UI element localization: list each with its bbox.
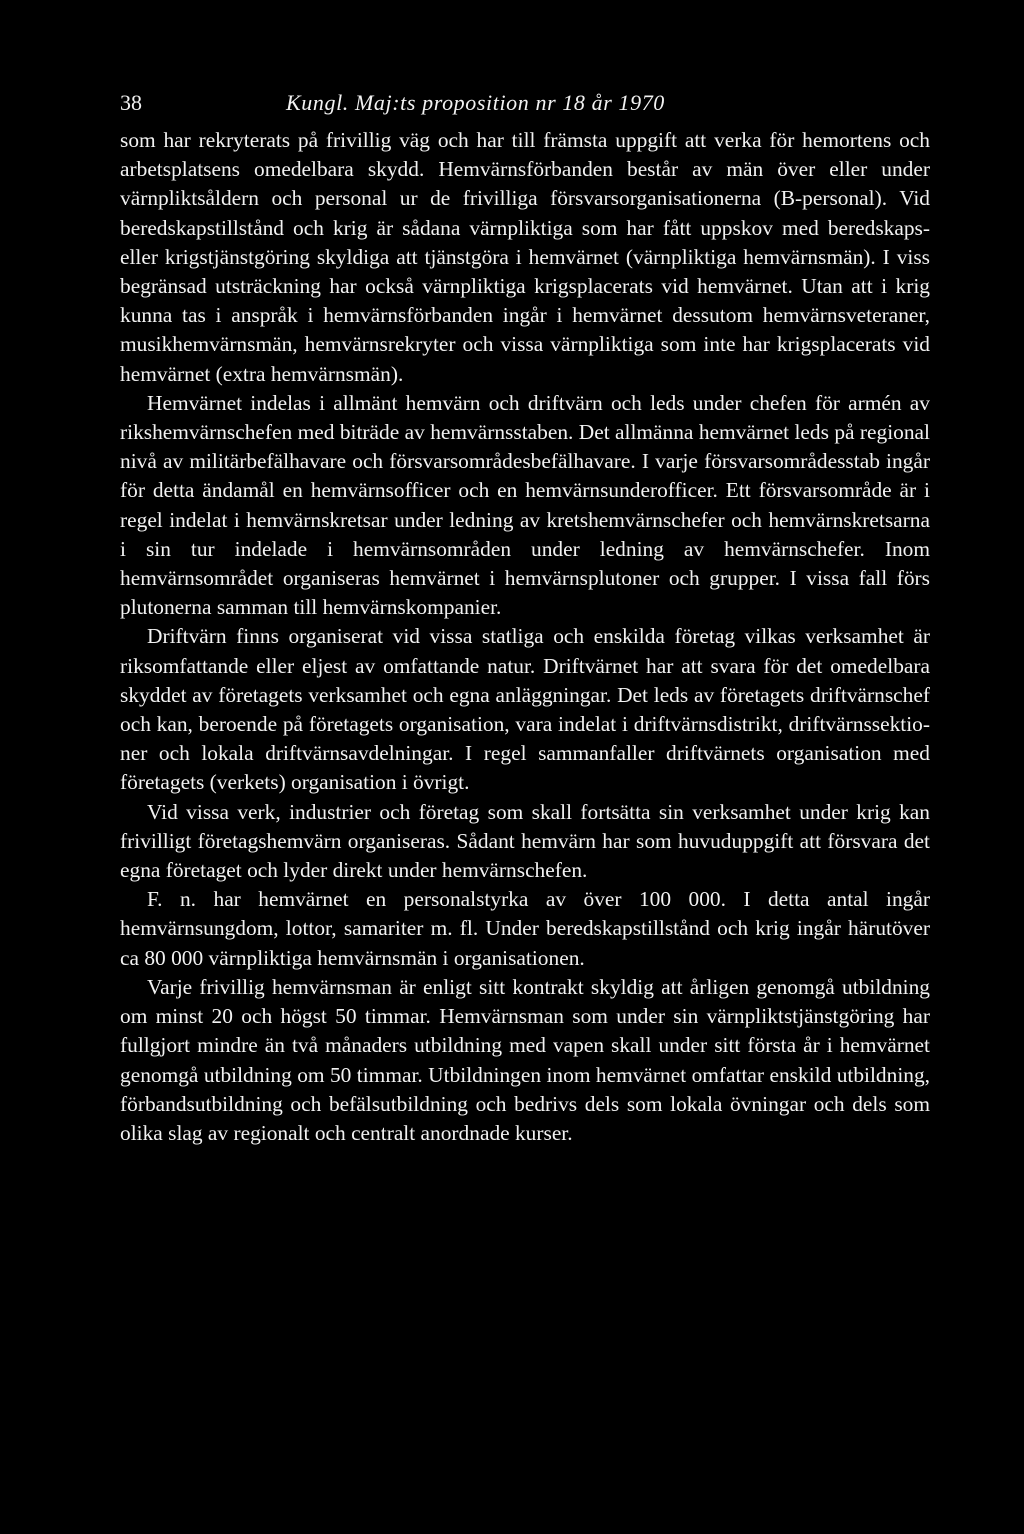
running-title: Kungl. Maj:ts proposition nr 18 år 1970	[286, 90, 665, 115]
page-header	[120, 86, 930, 126]
body-text	[120, 126, 930, 1148]
document-page	[120, 86, 930, 1148]
paragraph: Driftvärn finns organiserat vid vissa statliga och enskilda företag vilkas verksamhet är riksomfattande eller eljest av omfattande natur. Driftvärnet har att svara för det omedelbara skyddet av företagets verksamhet och egna anläggningar. Det leds av företagets driftvärnschef och kan, beroende på företagets organisation, vara indelat i driftvärnsdistrikt, driftvärnssektioner och lokala driftvärnsavdelningar. I regel sammanfaller driftvärnets organisation med företagets (verkets) organisation i övrigt.	[120, 624, 930, 795]
paragraph: Varje frivillig hemvärnsman är enligt sitt kontrakt skyldig att årligen genomgå utbildning om minst 20 och högst 50 timmar. Hemvärnsman som under sin värnpliktstjänstgöring har fullgjort mindre än två månaders utbildning med vapen skall under sitt första år i hemvärnet genomgå utbildning om 50 timmar. Utbildningen inom hemvärnet omfattar enskild utbildning, förbandsutbildning och befälsutbildning och bedrivs dels som lokala övningar och dels som olika slag av regionalt och centralt anordnade kurser.	[120, 974, 930, 1145]
paragraph: Vid vissa verk, industrier och företag som skall fortsätta sin verksamhet under krig kan frivilligt företagshemvärn organiseras. Sådant hemvärn har som huvuduppgift att försvara det egna företaget och lyder direkt under hemvärnschefen.	[120, 799, 930, 883]
paragraph: som har rekryterats på frivillig väg och har till främsta uppgift att verka för hemortens och arbetsplatsens omedelbara skydd. Hemvärnsförbanden består av män över eller under värnpliktsåldern och personal ur de frivilliga försvarsorganisationerna (B-personal). Vid beredskapstillstånd och krig är sådana värnpliktiga som har fått uppskov med beredskaps- eller krigstjänstgöring skyldiga att tjänstgöra i hemvärnet (värnpliktiga hemvärnsmän). I viss begränsad utsträckning har också värnpliktiga krigsplacerats vid hemvärnet. Utan att i krig kunna tas i anspråk i hemvärnsförbanden ingår i hemvärnet dessutom hemvärnsveteraner, musikhemvärnsmän, hemvärnsrekryter och vissa värnpliktiga som inte har krigsplacerats vid hemvärnet (extra hemvärnsmän).	[120, 128, 930, 386]
page-number: 38	[120, 90, 142, 115]
paragraph: F. n. har hemvärnet en personalstyrka av över 100 000. I detta antal ingår hemvärnsungdom, lottor, samariter m. fl. Under beredskapstillstånd och krig ingår härutöver ca 80 000 värnpliktiga hemvärnsmän i organisationen.	[120, 887, 930, 970]
paragraph: Hemvärnet indelas i allmänt hemvärn och driftvärn och leds under chefen för armén av rikshemvärnschefen med biträde av hemvärnsstaben. Det allmänna hemvärnet leds på regional nivå av militärbefälhavare och försvarsområdesbefälhavare. I varje försvarsområdesstab ingår för detta ändamål en hemvärnsofficer och en hemvärnsunderofficer. Ett försvarsområde är i regel indelat i hemvärnskretsar under ledning av kretshemvärnschefer och hemvärnskretsarna i sin tur indelade i hemvärnsområden under ledning av hemvärnschefer. Inom hemvärnsområdet organiseras hemvärnet i hemvärnsplutoner och grupper. I vissa fall förs plutonerna samman till hemvärnskompanier.	[120, 390, 930, 620]
